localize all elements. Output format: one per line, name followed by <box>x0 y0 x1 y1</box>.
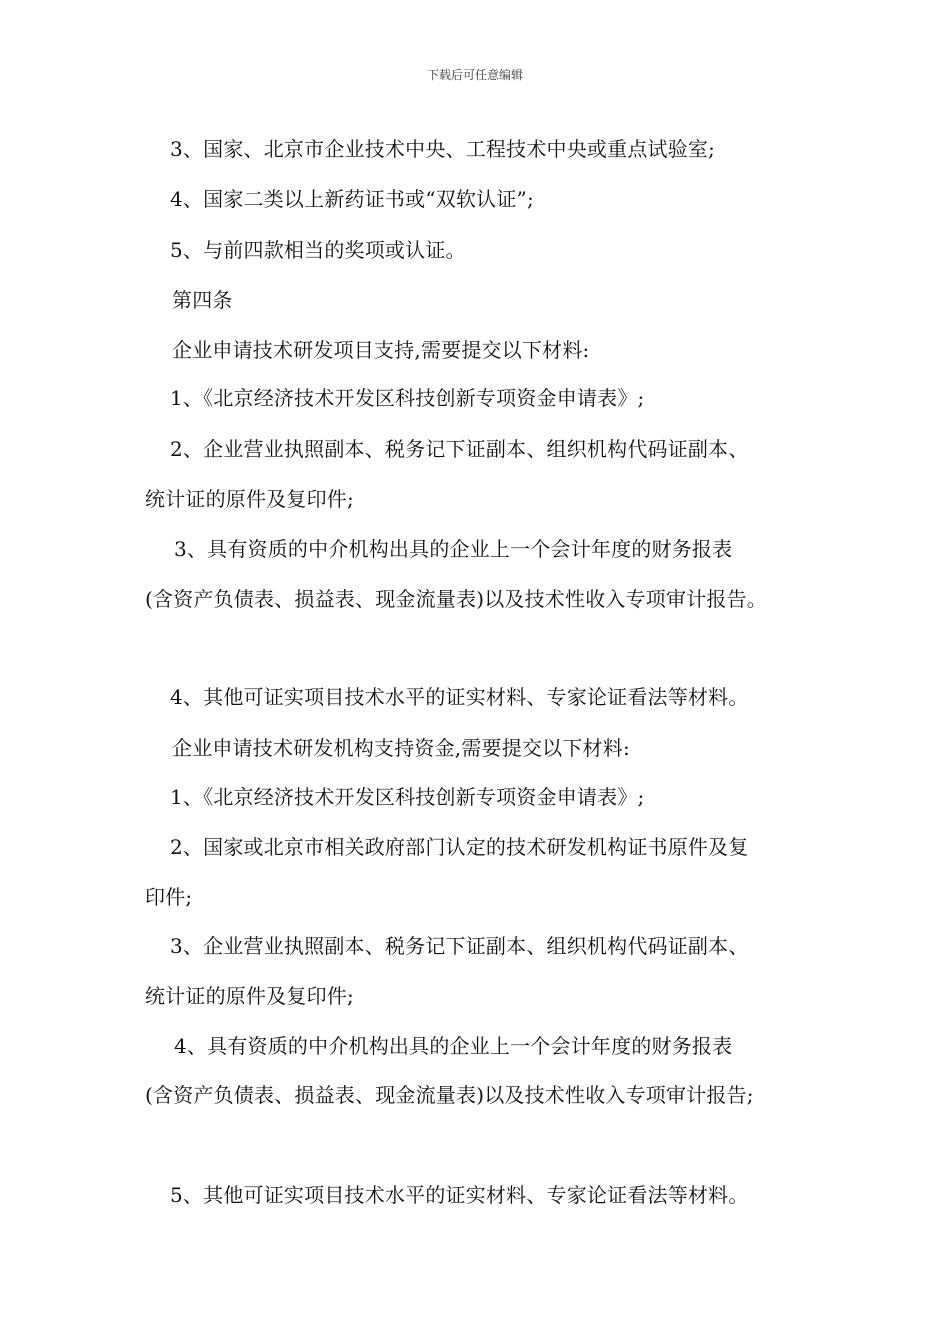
text-line: 1、《北京经济技术开发区科技创新专项资金申请表》; <box>170 785 645 809</box>
text-line: 4、其他可证实项目技术水平的证实材料、专家论证看法等材料。 <box>170 685 749 709</box>
text-line: 4、具有资质的中介机构出具的企业上一个会计年度的财务报表 <box>174 1034 733 1058</box>
text-line: 5、与前四款相当的奖项或认证。 <box>170 238 466 262</box>
text-line: (含资产负债表、损益表、现金流量表)以及技术性收入专项审计报告。 <box>145 587 768 611</box>
text-line: 统计证的原件及复印件; <box>145 487 354 511</box>
page-header-note: 下载后可任意编辑 <box>426 68 523 82</box>
text-line: 企业申请技术研发机构支持资金,需要提交以下材料: <box>172 736 630 760</box>
text-line: 5、其他可证实项目技术水平的证实材料、专家论证看法等材料。 <box>170 1183 749 1207</box>
text-line: 印件; <box>145 885 193 909</box>
text-line: 统计证的原件及复印件; <box>145 984 354 1008</box>
text-line: 2、国家或北京市相关政府部门认定的技术研发机构证书原件及复 <box>170 835 749 859</box>
text-line: 3、具有资质的中介机构出具的企业上一个会计年度的财务报表 <box>174 537 733 561</box>
text-line: (含资产负债表、损益表、现金流量表)以及技术性收入专项审计报告; <box>145 1083 754 1107</box>
section-heading: 第四条 <box>172 288 233 312</box>
text-line: 1、《北京经济技术开发区科技创新专项资金申请表》; <box>170 386 645 410</box>
text-line: 4、国家二类以上新药证书或“双软认证”; <box>170 187 534 211</box>
text-line: 3、国家、北京市企业技术中央、工程技术中央或重点试验室; <box>170 137 716 161</box>
text-line: 2、企业营业执照副本、税务记下证副本、组织机构代码证副本、 <box>170 437 749 461</box>
text-line: 企业申请技术研发项目支持,需要提交以下材料: <box>172 338 590 362</box>
text-line: 3、企业营业执照副本、税务记下证副本、组织机构代码证副本、 <box>170 934 749 958</box>
